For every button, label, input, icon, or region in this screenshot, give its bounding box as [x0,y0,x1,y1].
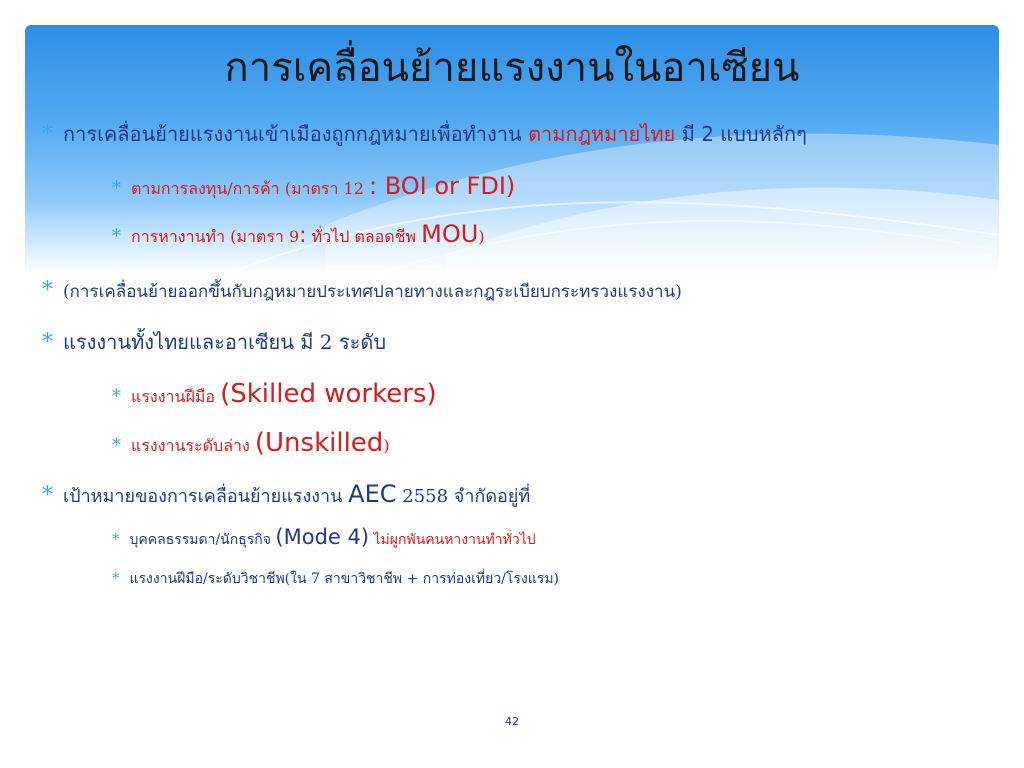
bullet-star-icon: * [42,483,53,508]
bullet-star-icon: * [112,226,121,247]
bullet-1 [42,124,807,146]
bullet-4a-latin: (Mode 4) [275,525,370,549]
bullet-4b-text: แรงงานฝีมือ/ระดับวิชาชีพ(ใน 7 สาขาวิชาชีพ + การท่องเที่ยว/โรงแรม) [129,571,560,587]
bullet-star-icon: * [42,278,53,303]
bullet-star-icon: * [112,386,121,407]
bullet-1-highlight: ตามกฎหมายไทย [528,122,676,146]
bullet-1b-latin: MOU [421,220,479,248]
bullet-1-tail: มี [675,122,702,146]
bullet-3-text: แรงงานทั้งไทยและอาเซียน มี 2 ระดับ [63,330,387,354]
bullet-1b-close: ) [478,227,485,246]
bullet-2 [42,280,682,302]
bullet-4a-red: ไม่ผูกพันคนหางานทำทั่วไป [369,532,536,548]
bullet-3b-close: ) [383,436,390,455]
bullet-star-icon: * [42,122,53,147]
bullet-star-icon: * [42,330,53,355]
bullet-3b-latin: (Unskilled [254,428,384,458]
bullet-2-text: (การเคลื่อนย้ายออกขึ้นกับกฎหมายประเทศปลายทางและกฎระเบียบกระทรวงแรงงาน) [63,282,682,302]
bullet-4 [42,482,530,507]
bullet-1-text: การเคลื่อนย้ายแรงงานเข้าเมืองถูกกฎหมายเพื่อทำงาน [63,122,529,146]
bullet-star-icon: * [112,435,121,456]
bullet-1a [112,174,515,198]
bullet-4-latin: AEC [348,480,397,508]
bullet-4a-text: บุคคลธรรมดา/นักธุรกิจ [129,532,276,548]
bullet-1b-text: การหางานทำ (มาตรา 9 [131,227,300,246]
bullet-1-tail2: แบบหลักๆ [713,122,807,146]
bullet-3a-latin: (Skilled workers) [220,379,437,409]
page-number: 42 [505,715,519,728]
bullet-4-text2: 2558 จำกัดอยู่ที่ [396,486,531,507]
slide-title: การเคลื่อนย้ายแรงงานในอาเซียน [224,45,800,91]
bullet-1b-text2: ทั่วไป ตลอดชีพ [306,227,422,246]
bullet-3 [42,332,386,354]
bullet-3a [112,381,437,407]
bullet-4a [112,527,536,548]
bullet-3b [112,430,390,456]
bullet-4-text: เป้าหมายของการเคลื่อนย้ายแรงงาน [63,486,349,507]
bullet-3b-text: แรงงานระดับล่าง [131,436,255,455]
bullet-4b [112,571,559,586]
bullet-3a-text: แรงงานฝีมือ [131,387,221,406]
bullet-1a-text: ตามการลงทุน/การค้า (มาตรา 12 [131,179,369,198]
bullet-1b-colon: : [299,223,307,248]
bullet-1-number: 2 [701,122,714,146]
bullet-1b [112,222,485,247]
bullet-star-icon: * [112,530,120,548]
bullet-1a-latin: : BOI or FDI) [369,172,516,200]
bullet-star-icon: * [112,178,121,199]
bullet-star-icon: * [112,569,120,587]
